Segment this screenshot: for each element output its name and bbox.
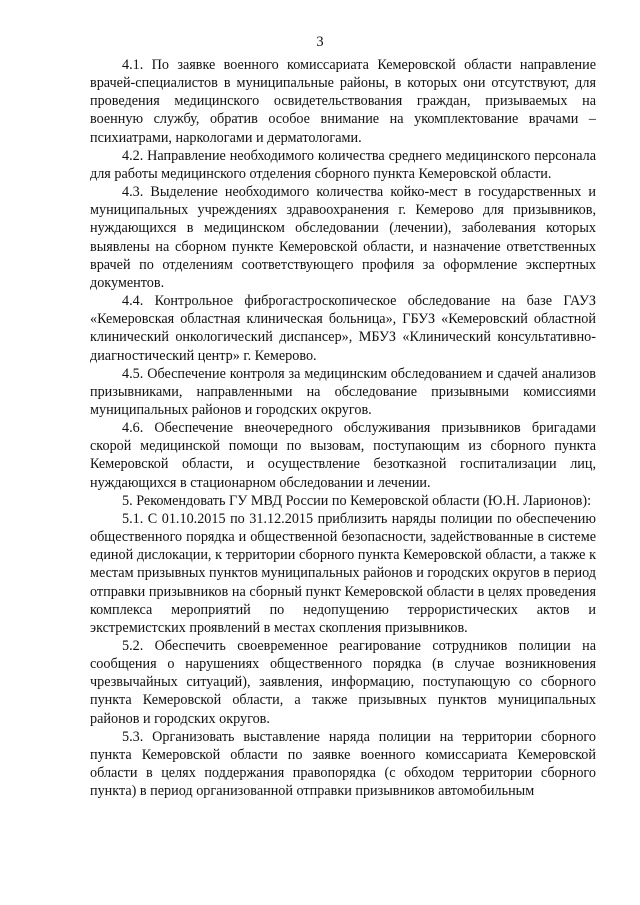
paragraph-4-4: 4.4. Контрольное фиброгастроскопическое обследование на базе ГАУЗ «Кемеровская областная клиническая больница», ГБУЗ «Кемеровский областной клинический онкологический диспансер», МБУЗ «Клинический консультативно-диагностический центр» г. Кемерово. bbox=[90, 293, 596, 364]
paragraph-4-5: 4.5. Обеспечение контроля за медицинским обследованием и сдачей анализов призывниками, направленными на обследование призывными комиссиями муниципальных районов и городских округов. bbox=[90, 365, 596, 418]
paragraph-5-2: 5.2. Обеспечить своевременное реагирование сотрудников полиции на сообщения о нарушениях общественного порядка (в случае возникновения чрезвычайных ситуаций), заявления, информацию, поступающую со сборного пункта Кемеровской области, а также призывных пунктов муниципальных районов и городских округов. bbox=[90, 638, 596, 727]
paragraph-5-3: 5.3. Организовать выставление наряда полиции на территории сборного пункта Кемеровской области по заявке военного комиссариата Кемеровской области в целях поддержания правопорядка (с обходом территории сборного пункта) в период организованной отправки призывников автомобильным bbox=[90, 728, 596, 800]
paragraph-4-6: 4.6. Обеспечение внеочередного обслуживания призывников бригадами скорой медицинской помощи по вызовам, поступающим из сборного пункта Кемеровской области, и осуществление безотказной госпитализации лиц, нуждающихся в стационарном обследовании и лечении. bbox=[90, 420, 596, 491]
paragraph-4-1: 4.1. По заявке военного комиссариата Кемеровской области направление врачей-специалистов в муниципальные районы, в которых они отсутствуют, для проведения медицинского освидетельствования граждан, призываемых на военную службу, обратив особое внимание на укомплектование врачами – психиатрами, наркологами и дерматологами. bbox=[90, 57, 596, 146]
paragraph-5: 5. Рекомендовать ГУ МВД России по Кемеровской области (Ю.Н. Ларионов): bbox=[122, 492, 592, 509]
paragraph-4-3: 4.3. Выделение необходимого количества койко-мест в государственных и муниципальных учреждениях здравоохранения г. Кемерово для призывников, нуждающихся в медицинском обследовании (лечении), заболевания которых выявлены на сборном пункте Кемеровской области, и назначение ответственных врачей по отделениям соответствующего профиля за оформление экспертных документов. bbox=[90, 184, 596, 291]
page-number: 3 bbox=[316, 34, 324, 50]
paragraph-5-1: 5.1. С 01.10.2015 по 31.12.2015 приблизить наряды полиции по обеспечению общественного порядка и общественной безопасности, задействованные в системе единой дислокации, к территории сборного пункта Кемеровской области, а также к местам призывных пунктов муниципальных районов и городских округов в период отправки призывников на сборный пункт Кемеровской области в целях проведения комплекса мероприятий по недопущению террористических актов и экстремистских проявлений в местах скопления призывников. bbox=[90, 510, 596, 636]
document-body bbox=[90, 56, 596, 800]
paragraph-4-2: 4.2. Направление необходимого количества среднего медицинского персонала для работы медицинского отделения сборного пункта Кемеровской области. bbox=[90, 147, 596, 182]
